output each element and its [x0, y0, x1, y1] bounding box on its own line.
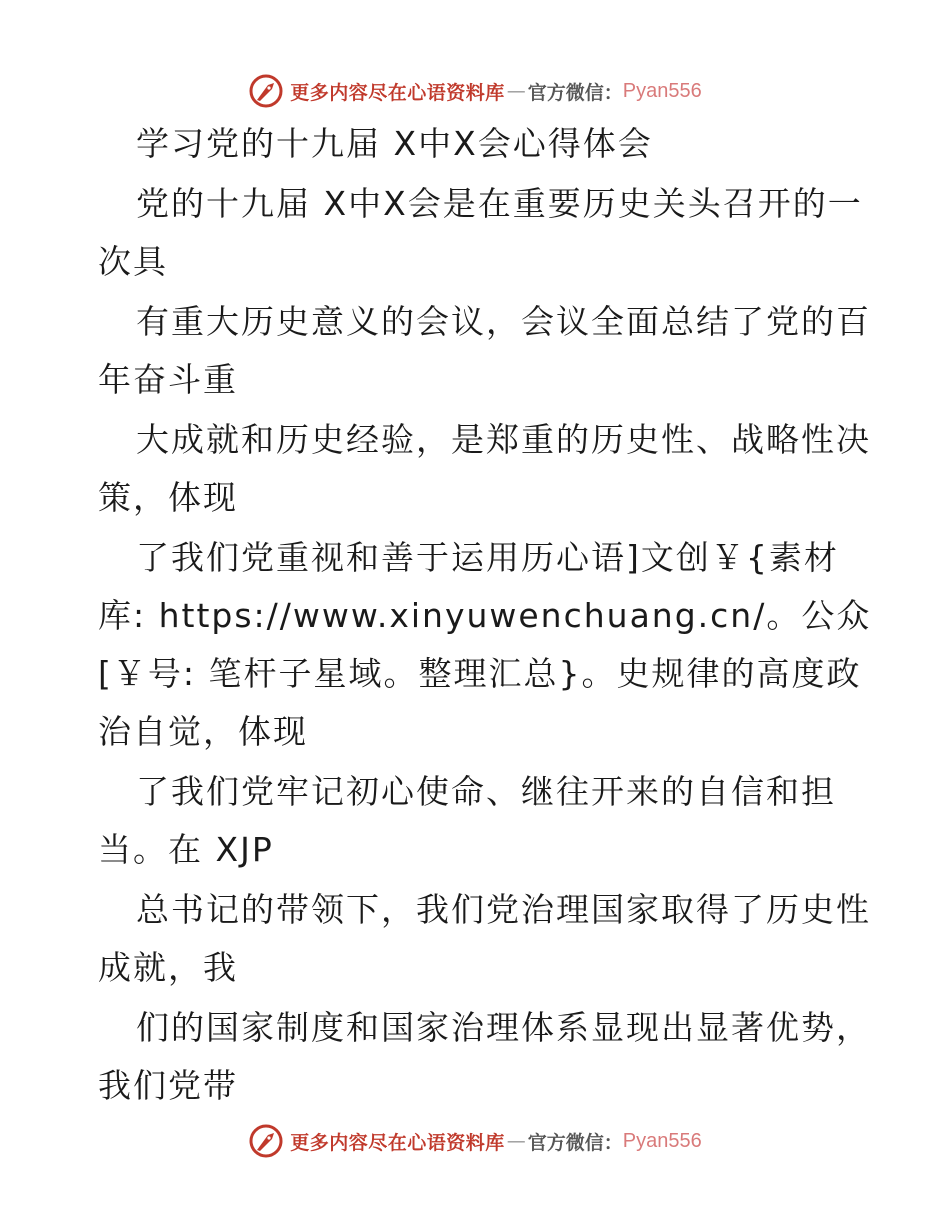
watermark-contact-label: 官方微信：	[527, 1131, 623, 1154]
document-line: 党的十九届 X中X会是在重要历史关头召开的一	[136, 184, 863, 223]
document-line: 成就，我	[98, 948, 238, 987]
watermark-site-text: 更多内容尽在心语资料库	[290, 1131, 505, 1154]
footer-watermark-banner	[0, 1121, 950, 1161]
watermark-contact-id: Pyan556	[622, 79, 702, 102]
document-line: 年奋斗重	[98, 360, 238, 399]
watermark-contact-id: Pyan556	[622, 1129, 702, 1152]
watermark-dash: —	[506, 1130, 526, 1152]
document-line: 了我们党牢记初心使命、继往开来的自信和担	[136, 772, 836, 811]
document-line: 们的国家制度和国家治理体系显现出显著优势，	[136, 1008, 871, 1047]
document-line: 策，体现	[98, 478, 238, 517]
document-line: 治自觉，体现	[98, 712, 308, 751]
document-line: 有重大历史意义的会议，会议全面总结了党的百	[136, 302, 871, 341]
document-line: 我们党带	[98, 1066, 238, 1105]
pen-nib-logo-icon	[248, 1123, 284, 1159]
header-watermark-banner	[0, 71, 950, 111]
document-line: 当。在 XJP	[98, 830, 274, 869]
watermark-contact-label: 官方微信：	[527, 81, 623, 104]
pen-nib-logo-icon	[248, 73, 284, 109]
document-line: [￥号: 笔杆子星域。整理汇总}。史规律的高度政	[98, 654, 862, 693]
document-line: 次具	[98, 242, 168, 281]
document-line: 大成就和历史经验，是郑重的历史性、战略性决	[136, 420, 871, 459]
document-title: 学习党的十九届 X中X会心得体会	[136, 124, 653, 163]
document-line: 库: https://www.xinyuwenchuang.cn/。公众	[98, 596, 872, 635]
watermark-dash: —	[506, 80, 526, 102]
document-line: 了我们党重视和善于运用历心语]文创￥{素材	[136, 538, 839, 577]
document-line: 总书记的带领下，我们党治理国家取得了历史性	[136, 890, 871, 929]
watermark-site-text: 更多内容尽在心语资料库	[290, 81, 505, 104]
